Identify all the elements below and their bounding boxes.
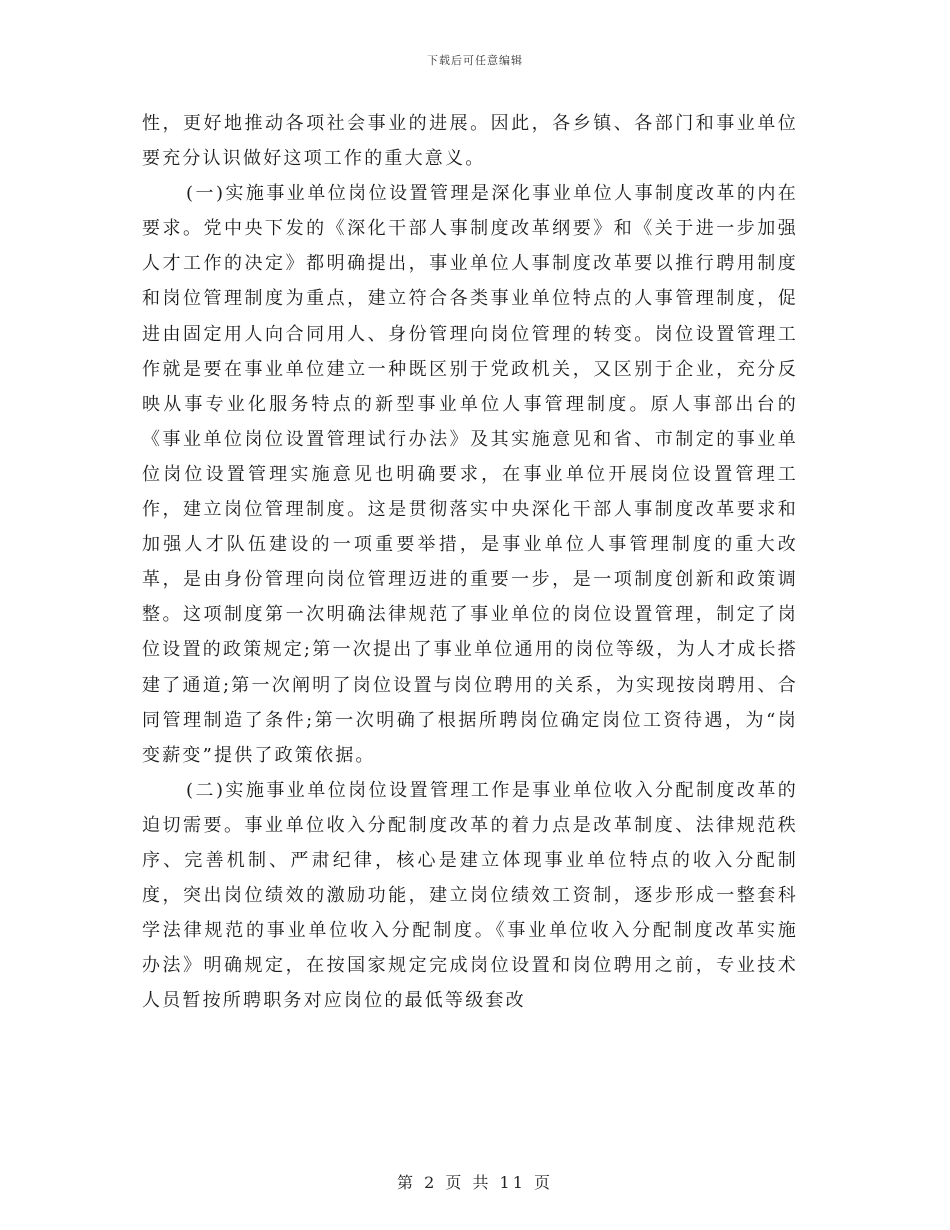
page-number-footer: 第 2 页 共 11 页 [397, 1173, 553, 1192]
paragraph-section-two: (二)实施事业单位岗位设置管理工作是事业单位收入分配制度改革的迫切需要。事业单位收入分配制度改革的着力点是改革制度、法律规范秩序、完善机制、严肃纪律，核心是建立体现事业单位特点的收入分配制度，突出岗位绩效的激励功能，建立岗位绩效工资制，逐步形成一整套科学法律规范的事业单位收入分配制度。《事业单位收入分配制度改革实施办法》明确规定，在按国家规定完成岗位设置和岗位聘用之前，专业技术人员暂按所聘职务对应岗位的最低等级套改 [142, 779, 798, 1012]
paragraph-continuation: 性，更好地推动各项社会事业的进展。因此，各乡镇、各部门和事业单位要充分认识做好这项工作的重大意义。 [142, 113, 798, 170]
page-header-note: 下载后可任意编辑 [427, 54, 523, 67]
document-body [142, 106, 798, 1018]
paragraph-section-one: (一)实施事业单位岗位设置管理是深化事业单位人事制度改革的内在要求。党中央下发的《深化干部人事制度改革纲要》和《关于进一步加强人才工作的决定》都明确提出，事业单位人事制度改革要以推行聘用制度和岗位管理制度为重点，建立符合各类事业单位特点的人事管理制度，促进由固定用人向合同用人、身份管理向岗位管理的转变。岗位设置管理工作就是要在事业单位建立一种既区别于党政机关，又区别于企业，充分反映从事专业化服务特点的新型事业单位人事管理制度。原人事部出台的《事业单位岗位设置管理试行办法》及其实施意见和省、市制定的事业单位岗位设置管理实施意见也明确要求，在事业单位开展岗位设置管理工作，建立岗位管理制度。这是贯彻落实中央深化干部人事制度改革要求和加强人才队伍建设的一项重要举措，是事业单位人事管理制度的重大改革，是由身份管理向岗位管理迈进的重要一步，是一项制度创新和政策调整。这项制度第一次明确法律规范了事业单位的岗位设置管理，制定了岗位设置的政策规定;第一次提出了事业单位通用的岗位等级，为人才成长搭建了通道;第一次阐明了岗位设置与岗位聘用的关系，为实现按岗聘用、合同管理制造了条件;第一次明确了根据所聘岗位确定岗位工资待遇，为“岗变薪变”提供了政策依据。 [142, 183, 798, 766]
